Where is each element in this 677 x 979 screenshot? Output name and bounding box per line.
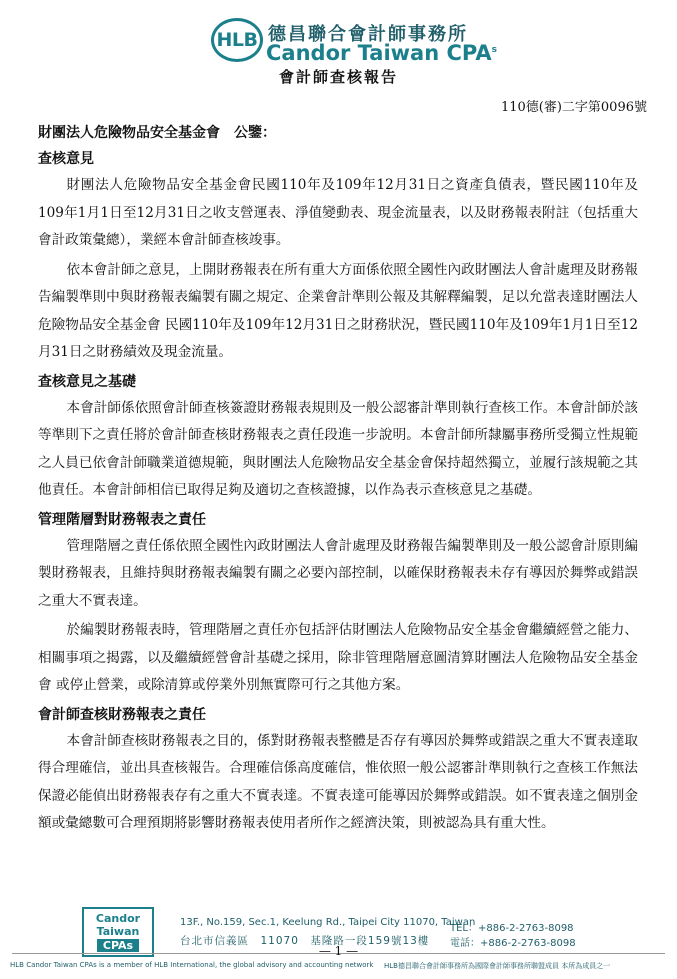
footer-logo-line: Taiwan <box>96 925 140 938</box>
paragraph: 依本會計師之意見，上開財務報表在所有重大方面係依照全國性內政財團法人會計處理及財務報告編製準則中與財務報表編製有關之規定、企業會計準則公報及其解釋編製，足以允當表達財團法人危險物品安全基金會 民國110年及109年12月31日之財務狀況，暨民國110年及109年1月1日至12月31日之財務績效及現金流量。 <box>38 261 638 360</box>
letterhead <box>0 8 677 65</box>
footer-address-en: 13F., No.159, Sec.1, Keelung Rd., Taipei City 11070, Taiwan <box>180 917 476 928</box>
paragraph: 財團法人危險物品安全基金會民國110年及109年12月31日之資產負債表，暨民國110年及109年1月1日至12月31日之收支營運表、淨值變動表、現金流量表，以及財務報表附註（包括重大會計政策彙總），業經本會計師查核竣事。 <box>38 177 638 248</box>
firm-name-cn: 德昌聯合會計師事務所 <box>268 24 468 45</box>
section-heading-auditor: 會計師查核財務報表之責任 <box>38 706 206 723</box>
page-number: — 1 — <box>318 944 359 958</box>
reference-number: 110德(審)二字第0096號 <box>500 100 647 115</box>
section-heading-basis: 查核意見之基礎 <box>38 373 136 390</box>
paragraph: 本會計師係依照會計師查核簽證財務報表規則及一般公認審計準則執行查核工作。本會計師於該等準則下之責任將於會計師查核財務報表之責任段進一步說明。本會計師所隸屬事務所受獨立性規範之人員已依會計師職業道德規範，與財團法人危險物品安全基金會保持超然獨立，並履行該規範之其他責任。本會計師相信已取得足夠及適切之查核證據，以作為表示查核意見之基礎。 <box>38 399 638 498</box>
paragraph: 於編製財務報表時，管理階層之責任亦包括評估財團法人危險物品安全基金會繼續經營之能力、相關事項之揭露，以及繼續經營會計基礎之採用，除非管理階層意圖清算財團法人危險物品安全基金會 或停止營業，或除清算或停業外別無實際可行之其他方案。 <box>38 622 638 693</box>
footer-tel: TEL：+886-2-2763-8098 <box>450 923 574 934</box>
footer-note-cn: HLB德昌聯合會計師事務所為國際會計師事務所聯盟成員 本所為成員之一 <box>384 962 611 970</box>
footer-address-cn: 台北市信義區 11070 基隆路一段159號13樓 <box>180 935 430 947</box>
section-heading-opinion: 查核意見 <box>38 151 94 167</box>
section-heading-management: 管理階層對財務報表之責任 <box>38 511 206 528</box>
report-title: 會計師查核報告 <box>278 68 398 86</box>
firm-name-en: Candor Taiwan CPA$^s$ <box>266 41 497 65</box>
hlb-logo <box>211 18 263 62</box>
addressee: 財團法人危險物品安全基金會 公鑒： <box>38 125 276 141</box>
hlb-logo-text: HLB <box>216 29 258 51</box>
paragraph: 管理階層之責任係依照全國性內政財團法人會計處理及財務報告編製準則及一般公認會計原則編製財務報表，且維持與財務報表編製有關之必要內部控制，以確保財務報表未存有導因於舞弊或錯誤之重大不實表達。 <box>38 537 638 609</box>
footer-fax: 電話：+886-2-2763-8098 <box>450 938 576 949</box>
report-body <box>38 122 638 840</box>
footer-logo-line: Candor <box>95 912 141 925</box>
footer-logo-line: CPAs <box>97 939 139 952</box>
footer-note-en: HLB Candor Taiwan CPAs is a member of HLB International, the global advisory and accounting network <box>10 961 374 969</box>
paragraph: 本會計師查核財務報表之目的，係對財務報表整體是否存有導因於舞弊或錯誤之重大不實表達取得合理確信，並出具查核報告。合理確信係高度確信，惟依照一般公認審計準則執行之查核工作無法保證必能偵出財務報表存有之重大不實表達。不實表達可能導因於舞弊或錯誤。如不實表達之個別金額或彙總數可合理預期將影響財務報表使用者所作之經濟決策，則被認為具有重大性。 <box>38 732 638 831</box>
